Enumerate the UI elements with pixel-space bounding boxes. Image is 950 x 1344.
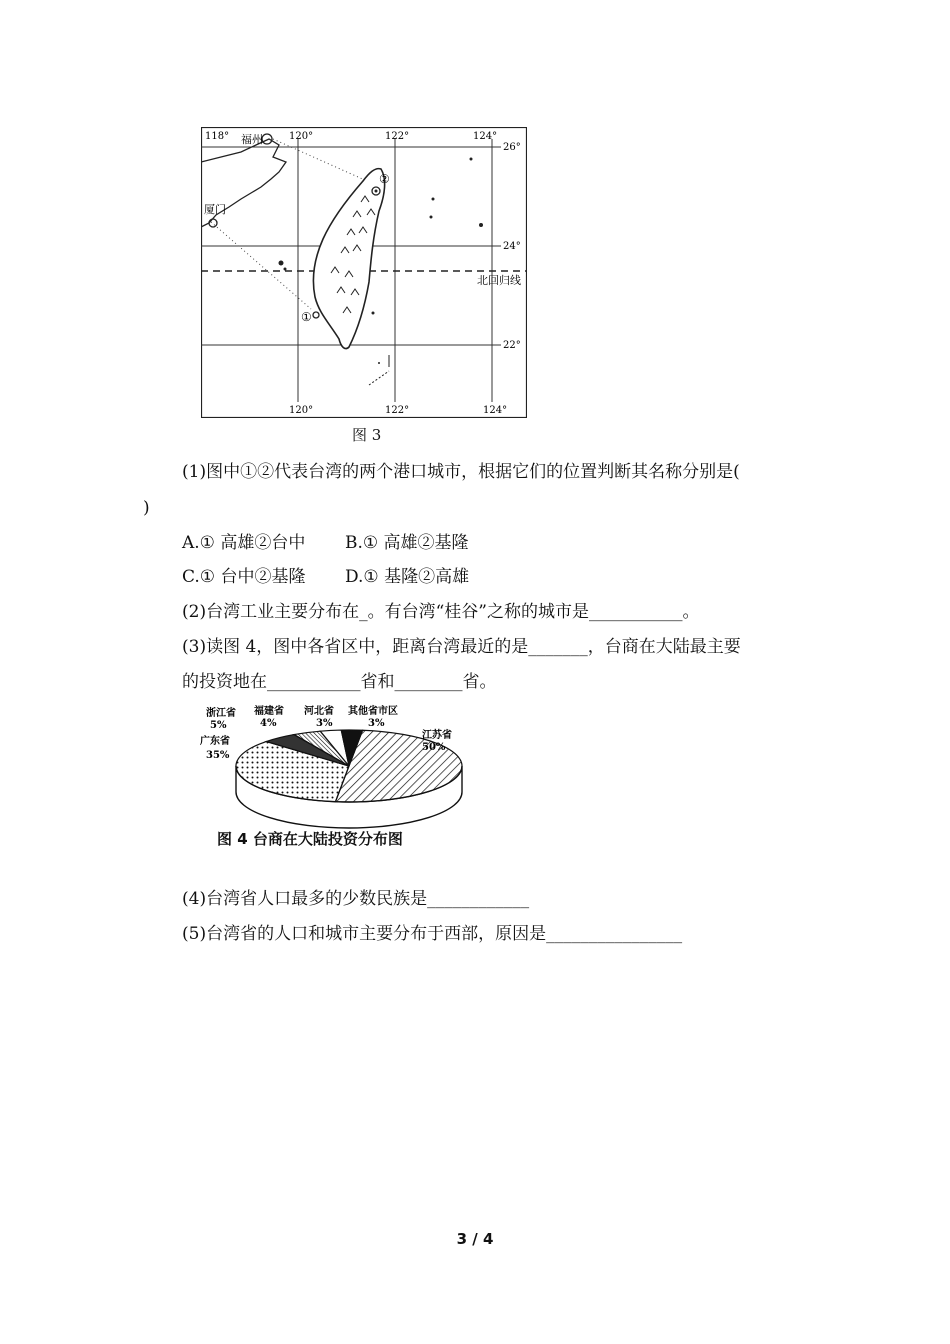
lon-label: 120° xyxy=(289,131,314,142)
lat-label: 22° xyxy=(503,340,521,351)
pie-category-label: 河北省 xyxy=(304,706,334,717)
investment-pie-chart xyxy=(200,700,500,830)
pie-value-label: 5% xyxy=(210,720,227,731)
lon-label: 122° xyxy=(385,405,410,416)
lon-label: 120° xyxy=(289,405,314,416)
question-2-text: (2)台湾工业主要分布在_。有台湾“桂谷”之称的城市是___________。 xyxy=(182,602,700,622)
pie-value-label: 3% xyxy=(316,718,333,729)
question-1-paren: ) xyxy=(143,498,150,518)
marker-2: ② xyxy=(379,172,390,186)
option-a: A.① 高雄②台中 xyxy=(182,533,306,553)
lat-label: 26° xyxy=(503,142,521,153)
pie-value-label: 50% xyxy=(422,742,446,753)
option-d: D.① 基隆②高雄 xyxy=(345,567,470,587)
pie-value-label: 3% xyxy=(368,718,385,729)
city-xiamen: 厦门 xyxy=(204,203,226,216)
figure4-caption: 图 4 台商在大陆投资分布图 xyxy=(217,830,403,848)
question-3-text-cont: 的投资地在___________省和________省。 xyxy=(182,672,497,692)
tropic-label: 北回归线 xyxy=(477,274,521,287)
pie-category-label: 浙江省 xyxy=(206,708,236,719)
question-3-text: (3)读图 4，图中各省区中，距离台湾最近的是_______，台商在大陆最主要 xyxy=(182,637,741,657)
lat-label: 24° xyxy=(503,241,521,252)
option-b: B.① 高雄②基隆 xyxy=(345,533,469,553)
marker-1: ① xyxy=(301,310,312,324)
lon-label: 122° xyxy=(385,131,410,142)
pie-category-label: 福建省 xyxy=(254,706,284,717)
question-4-text: (4)台湾省人口最多的少数民族是____________ xyxy=(182,889,530,909)
pie-value-label: 4% xyxy=(260,718,277,729)
lon-label: 124° xyxy=(473,131,498,142)
page-number: 3 / 4 xyxy=(456,1230,494,1248)
taiwan-map xyxy=(201,127,527,418)
question-5-text: (5)台湾省的人口和城市主要分布于西部，原因是________________ xyxy=(182,924,683,944)
pie-category-label: 江苏省 xyxy=(422,730,452,741)
lon-label: 124° xyxy=(483,405,508,416)
city-fuzhou: 福州 xyxy=(241,133,263,146)
option-c: C.① 台中②基隆 xyxy=(182,567,306,587)
figure3-caption: 图 3 xyxy=(352,426,382,444)
pie-value-label: 35% xyxy=(206,750,230,761)
question-1-text: (1)图中①②代表台湾的两个港口城市，根据它们的位置判断其名称分别是( xyxy=(182,462,740,482)
pie-category-label: 广东省 xyxy=(200,736,230,747)
lon-label: 118° xyxy=(205,131,230,142)
pie-category-label: 其他省市区 xyxy=(348,706,398,717)
